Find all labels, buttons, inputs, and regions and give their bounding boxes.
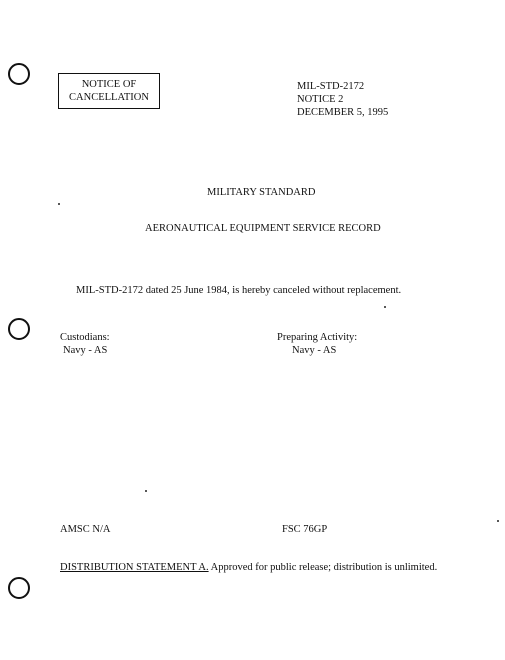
scan-speck xyxy=(384,306,386,308)
notice-of-cancellation-box xyxy=(58,73,160,109)
scan-speck xyxy=(497,520,499,522)
fsc-code: FSC 76GP xyxy=(282,524,328,535)
distribution-statement-label: DISTRIBUTION STATEMENT A. xyxy=(60,562,209,573)
preparing-activity-label: Preparing Activity: xyxy=(277,332,358,343)
cancellation-statement: MIL-STD-2172 dated 25 June 1984, is hereby canceled without replacement. xyxy=(76,285,402,296)
amsc-code: AMSC N/A xyxy=(60,524,111,535)
notice-box-line2: CANCELLATION xyxy=(69,92,149,103)
custodians-value: Navy - AS xyxy=(63,345,108,356)
scan-speck xyxy=(145,490,147,492)
binder-hole-bottom xyxy=(8,577,30,599)
doc-number: MIL-STD-2172 xyxy=(297,81,365,92)
binder-hole-top xyxy=(8,63,30,85)
preparing-activity-value: Navy - AS xyxy=(292,345,337,356)
binder-hole-middle xyxy=(8,318,30,340)
document-subject: AERONAUTICAL EQUIPMENT SERVICE RECORD xyxy=(145,223,381,234)
custodians-label: Custodians: xyxy=(60,332,110,343)
doc-date: DECEMBER 5, 1995 xyxy=(297,107,389,118)
notice-box-line1: NOTICE OF xyxy=(81,79,137,90)
doc-notice-number: NOTICE 2 xyxy=(297,94,344,105)
scan-speck xyxy=(58,203,60,205)
standard-title: MILITARY STANDARD xyxy=(207,187,316,198)
distribution-statement-text: Approved for public release; distribution is unlimited. xyxy=(210,562,438,573)
distribution-statement xyxy=(60,561,437,574)
